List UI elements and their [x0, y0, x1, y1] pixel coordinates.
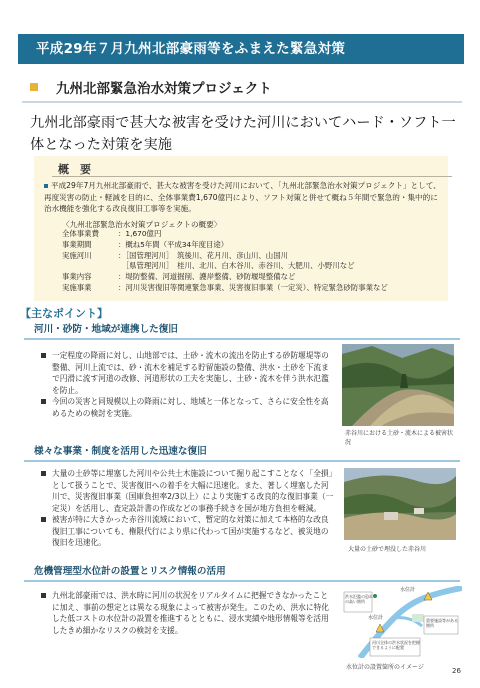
outline-key: [62, 261, 118, 272]
summary-body: [44, 180, 442, 215]
outline-row: [62, 272, 452, 283]
outline-row: [62, 251, 452, 262]
outline-key: 全体事業費: [62, 229, 99, 238]
project-outline: [62, 229, 452, 294]
list-item: 九州北部豪雨では、洪水時に河川の状況をリアルタイムに把握できなかったことに加え、事前の想定とは異なる現象によって被害が発生。このため、洪水に特化した低コストの水位計の設置を推進するとともに、浸水実績や地形情報等を活用したきめ細かなリスクの検討を支援。: [40, 590, 330, 636]
section-divider: [24, 460, 460, 462]
outline-key: 実施河川: [62, 250, 92, 260]
summary-label: 概 要: [58, 163, 91, 176]
list-item: 被害が特に大きかった赤谷川流域において、暫定的な対策に加えて本格的な改良復旧工事についても、権限代行により県に代わって国が実施するなど、被災地の復旧を迅速化。: [40, 514, 334, 549]
heading-marker-icon: [30, 83, 38, 91]
outline-row: [62, 261, 452, 272]
section-divider: [24, 338, 460, 340]
page-number: 26: [452, 667, 461, 675]
outline-value: ［県管理河川］ 桂川、北川、白木谷川、赤谷川、大肥川、小野川など: [118, 261, 355, 271]
outline-row: [62, 283, 452, 294]
photo-caption: 赤谷川における土砂・流木による被害状況: [345, 430, 454, 446]
section3-bullets: [40, 590, 330, 636]
summary-divider: [52, 176, 452, 177]
main-points-title: 【主なポイント】: [20, 307, 108, 320]
page-header: [18, 34, 464, 64]
outline-key: 実施事業: [62, 282, 92, 292]
list-item: 一定程度の降雨に対し、山地部では、土砂・流木の流出を防止する砂防堰堤等の整備、河川上流では、砂・流木を補足する貯留施設の整備、洪水・土砂を下流まで円滑に流す河道の改修、河道形状の工夫を実施し、土砂・流木を伴う洪水氾濫を防止。: [40, 350, 332, 396]
diagram-label-risk: 洪水氾濫の恐れの高い箇所: [345, 594, 373, 604]
list-item: 大量の土砂等に埋塞した河川や公共土木施設について掘り起こすことなく「全損」として扱うことで、災害復旧への着手を大幅に迅速化。また、著しく埋塞した河川で、災害復旧事業（国庫負担率2/3以上）により実施する改良的な復旧事業（一定災）を活用し、査定設計書の作成などの事務手続きを国が地方負担を軽減。: [40, 468, 334, 514]
outline-row: [62, 240, 452, 251]
outline-title: 〈九州北部緊急治水対策プロジェクトの概要〉: [62, 220, 222, 229]
project-title: 九州北部緊急治水対策プロジェクト: [56, 81, 272, 97]
bullet-square-icon: [44, 184, 48, 188]
section-title-text: 河川・砂防・地域が連携した復旧: [34, 324, 178, 335]
outline-value: ：［国管理河川］ 筑後川、花月川、彦山川、山国川: [118, 250, 288, 260]
landscape-photo-icon: [344, 468, 456, 540]
section-title-text: 危機管理型水位計の設置とリスク情報の活用: [34, 566, 226, 577]
water-level-gauge-diagram: [340, 586, 462, 658]
outline-value: ：概ね5年間（平成34年度目途）: [118, 239, 229, 249]
section-title-collaboration: [24, 322, 460, 338]
photo-caption: 大量の土砂で埋没した赤谷川: [348, 546, 427, 553]
outline-value: ：堤防整備、河道掘削、護岸整備、砂防堰堤整備など: [118, 272, 296, 282]
diagram-caption: 水位計の設置箇所のイメージ: [346, 664, 424, 671]
lead-statement: 九州北部豪雨で甚大な被害を受けた河川においてハード・ソフト一体となった対策を実施: [30, 115, 456, 153]
summary-body-text: 平成29年7月九州北部豪雨で、甚大な被害を受けた河川において、「九州北部緊急治水対策プロジェクト」として、再度災害の防止・軽減を目的に、全体事業費1,670億円により、ソフト対策と併せて概ね５年間で緊急的・集中的に治水機能を強化する改良復旧工事等を実施。: [44, 181, 441, 213]
buried-river-photo: [344, 468, 456, 540]
section1-bullets: [40, 350, 332, 419]
section-title-rapid-recovery: [24, 444, 460, 460]
diagram-label-facility: 重要施設等がある箇所: [426, 618, 458, 628]
heading-divider: [22, 101, 462, 103]
section-title-water-level: [24, 564, 460, 580]
project-heading: [22, 76, 462, 102]
section2-bullets: [40, 468, 334, 549]
akatani-damage-photo: [342, 344, 454, 426]
outline-value: ：1,670億円: [118, 229, 162, 238]
diagram-label-gauge: 水位計: [368, 615, 384, 621]
landscape-photo-icon: [342, 344, 454, 426]
section-title-text: 様々な事業・制度を活用した迅速な復旧: [34, 446, 207, 457]
page-title: 平成29年７月九州北部豪雨等をふまえた緊急対策: [36, 41, 346, 57]
list-item: 今回の災害と同規模以上の降雨に対し、地域と一体となって、さらに安全性を高めるための検討を実施。: [40, 396, 332, 419]
outline-key: 事業内容: [62, 272, 92, 282]
diagram-label-gauge: 水位計: [400, 587, 416, 593]
section-divider: [24, 580, 460, 582]
outline-value: ：河川災害復旧等関連緊急事業、災害復旧事業（一定災）、特定緊急砂防事業など: [118, 282, 388, 292]
diagram-label-coverage: 河川全体の洪水状況を把握できるように配置: [372, 640, 420, 650]
outline-row: [62, 229, 452, 240]
outline-key: 事業期間: [62, 239, 92, 249]
